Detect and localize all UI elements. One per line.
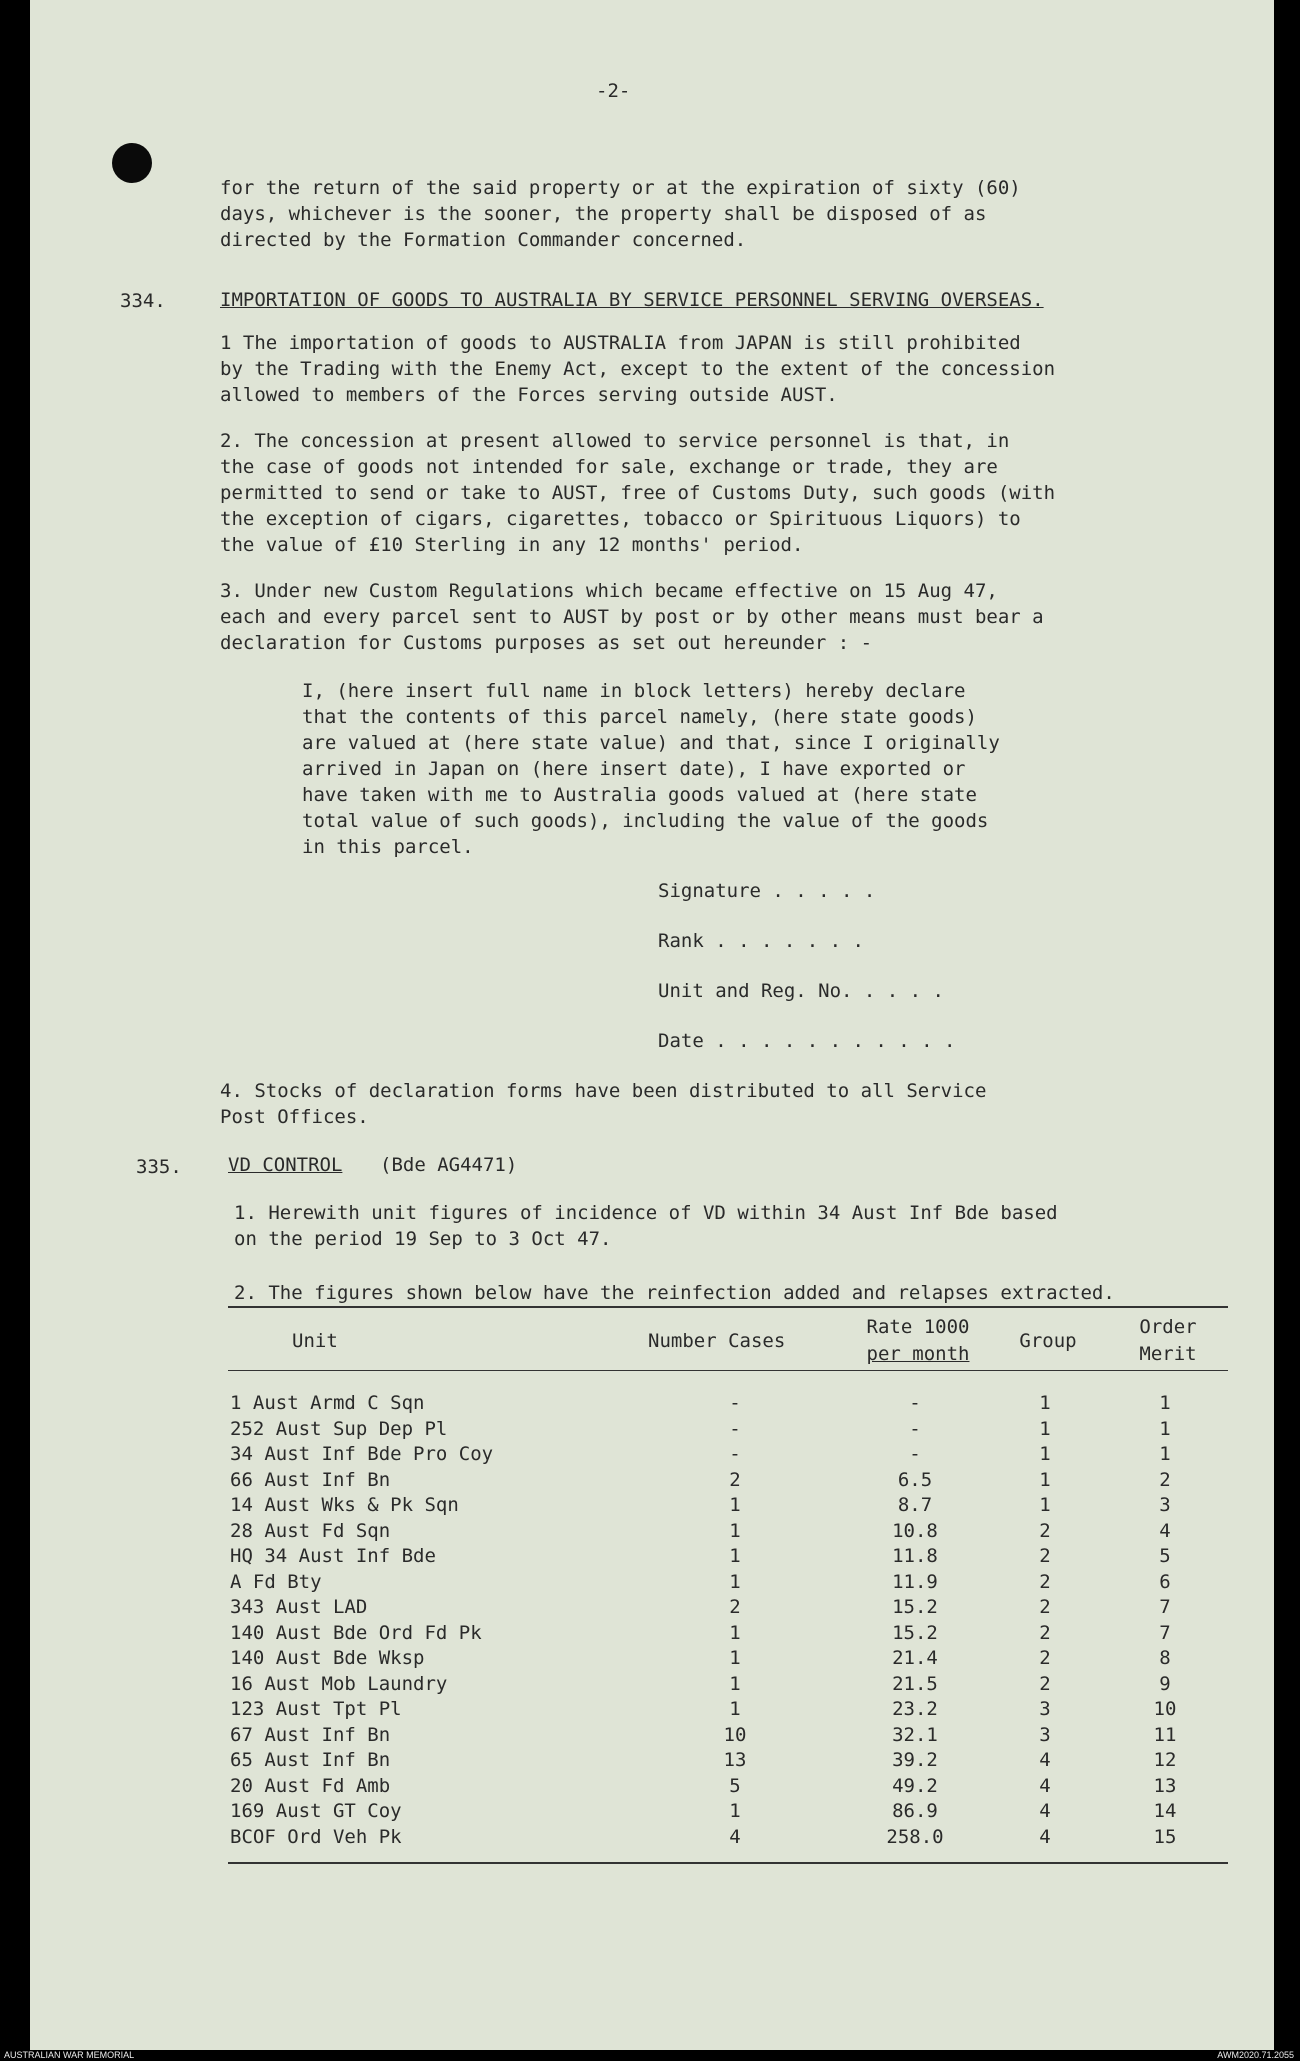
text-line: allowed to members of the Forces serving outside AUST.: [220, 384, 838, 406]
text-line: have taken with me to Australia goods valued at (here state: [302, 784, 977, 806]
cell-cases: 10: [723, 1723, 747, 1746]
cell-cases: 4: [729, 1825, 741, 1848]
cell-unit: 16 Aust Mob Laundry: [230, 1672, 448, 1695]
text-line: the case of goods not intended for sale, exchange or trade, they are: [220, 456, 998, 478]
col-header-rate-sub: per month: [866, 1343, 970, 1365]
table-row: [30, 1749, 1274, 1775]
table-row: [30, 1520, 1274, 1546]
cell-group: 4: [1039, 1774, 1051, 1797]
cell-group: 1: [1039, 1443, 1051, 1465]
cell-rate: 11.8: [892, 1545, 938, 1567]
table-bottom-rule: [228, 1862, 1228, 1864]
cell-cases: 1: [729, 1698, 741, 1720]
table-row: [30, 1418, 1274, 1444]
cell-rate: 49.2: [892, 1774, 938, 1797]
footer-bar: [0, 2050, 1300, 2061]
cell-group: 2: [1039, 1596, 1051, 1618]
section-reference: (Bde AG4471): [380, 1154, 518, 1176]
section-heading: VD CONTROL: [228, 1154, 343, 1176]
cell-merit: 1: [1159, 1443, 1171, 1465]
text-line: 1. Herewith unit figures of incidence of VD within 34 Aust Inf Bde based: [234, 1202, 1058, 1224]
cell-merit: 1: [1159, 1392, 1171, 1414]
cell-unit: 140 Aust Bde Wksp: [230, 1647, 425, 1669]
cell-rate: 86.9: [892, 1800, 938, 1822]
cell-merit: 4: [1159, 1519, 1171, 1542]
cell-cases: -: [729, 1417, 741, 1440]
table-row: [30, 1673, 1274, 1699]
text-line: permitted to send or take to AUST, free of Customs Duty, such goods (with: [220, 482, 1056, 504]
cell-unit: 20 Aust Fd Amb: [230, 1774, 391, 1797]
cell-group: 1: [1039, 1468, 1051, 1491]
cell-group: 3: [1039, 1723, 1051, 1746]
cell-unit: 66 Aust Inf Bn: [230, 1468, 391, 1491]
text-line: Post Offices.: [220, 1106, 369, 1128]
paragraph-4: [220, 1078, 986, 1130]
table-row: [30, 1494, 1274, 1520]
table-row: [30, 1826, 1274, 1852]
cell-group: 2: [1039, 1647, 1051, 1669]
cell-merit: 8: [1159, 1647, 1171, 1669]
text-line: I, (here insert full name in block letters) hereby declare: [302, 680, 966, 702]
cell-unit: 169 Aust GT Coy: [230, 1800, 402, 1822]
cell-merit: 12: [1153, 1749, 1177, 1771]
col-header-merit: Order: [1139, 1316, 1197, 1338]
rank-field: Rank . . . . . . .: [658, 930, 864, 952]
cell-rate: 8.7: [897, 1494, 933, 1516]
text-line: arrived in Japan on (here insert date), I have exported or: [302, 758, 966, 780]
text-line: declaration for Customs purposes as set out hereunder : -: [220, 632, 873, 654]
table-row: [30, 1775, 1274, 1801]
cell-rate: 11.9: [892, 1570, 938, 1593]
cell-group: 1: [1039, 1417, 1051, 1440]
cell-group: 3: [1039, 1698, 1051, 1720]
cell-unit: 123 Aust Tpt Pl: [230, 1698, 402, 1720]
cell-group: 2: [1039, 1545, 1051, 1567]
cell-unit: 65 Aust Inf Bn: [230, 1749, 391, 1771]
footer-accession: AWM2020.71.2055: [1217, 2050, 1294, 2060]
cell-merit: 10: [1153, 1698, 1177, 1720]
cell-rate: 21.5: [892, 1672, 938, 1695]
col-header-group: Group: [1019, 1330, 1077, 1352]
cell-group: 2: [1039, 1621, 1051, 1644]
signature-field: Signature . . . . .: [658, 880, 876, 902]
col-header-merit-sub: Merit: [1139, 1343, 1197, 1365]
col-header-unit: Unit: [292, 1330, 338, 1352]
continuation-paragraph: [220, 175, 1021, 253]
cell-unit: 252 Aust Sup Dep Pl: [230, 1417, 448, 1440]
text-line: the exception of cigars, cigarettes, tobacco or Spirituous Liquors) to: [220, 508, 1021, 530]
document-page: [30, 0, 1274, 2050]
cell-cases: -: [729, 1392, 741, 1414]
cell-rate: 21.4: [892, 1647, 938, 1669]
text-line: total value of such goods), including the value of the goods: [302, 810, 989, 832]
paragraph-3: [220, 578, 1044, 656]
cell-group: 4: [1039, 1749, 1051, 1771]
cell-rate: 15.2: [892, 1596, 938, 1618]
cell-unit: 14 Aust Wks & Pk Sqn: [230, 1494, 459, 1516]
paragraph-1: [220, 330, 1055, 408]
cell-unit: 34 Aust Inf Bde Pro Coy: [230, 1443, 494, 1465]
cell-cases: 1: [729, 1672, 741, 1695]
cell-cases: 1: [729, 1545, 741, 1567]
text-line: days, whichever is the sooner, the property shall be disposed of as: [220, 203, 987, 225]
cell-cases: 1: [729, 1621, 741, 1644]
cell-group: 1: [1039, 1494, 1051, 1516]
text-line: the value of £10 Sterling in any 12 months' period.: [220, 534, 804, 556]
cell-group: 4: [1039, 1800, 1051, 1822]
paragraph-2: [220, 428, 1055, 558]
cell-rate: 6.5: [897, 1468, 933, 1491]
page-number: -2-: [596, 80, 631, 102]
cell-cases: -: [729, 1443, 741, 1465]
cell-merit: 6: [1159, 1570, 1171, 1593]
text-line: in this parcel.: [302, 836, 474, 858]
cell-cases: 1: [729, 1570, 741, 1593]
table-header-rule: [228, 1370, 1228, 1371]
cell-cases: 2: [729, 1468, 741, 1491]
paragraph-2: 2. The figures shown below have the reinfection added and relapses extracted.: [234, 1282, 1115, 1304]
section-number: 334.: [120, 290, 166, 312]
cell-cases: 13: [723, 1749, 747, 1771]
cell-rate: 23.2: [892, 1698, 938, 1720]
text-line: 1 The importation of goods to AUSTRALIA from JAPAN is still prohibited: [220, 332, 1021, 354]
table-row: [30, 1545, 1274, 1571]
table-row: [30, 1698, 1274, 1724]
cell-unit: BCOF Ord Veh Pk: [230, 1825, 402, 1848]
table-row: [30, 1800, 1274, 1826]
cell-rate: -: [909, 1443, 921, 1465]
text-line: directed by the Formation Commander concerned.: [220, 229, 747, 251]
table-row: [30, 1571, 1274, 1597]
table-row: [30, 1596, 1274, 1622]
paragraph-1: [234, 1200, 1058, 1252]
cell-rate: 32.1: [892, 1723, 938, 1746]
text-line: are valued at (here state value) and that, since I originally: [302, 732, 1000, 754]
cell-rate: -: [909, 1392, 921, 1414]
punch-hole: [112, 143, 152, 183]
footer-credit: AUSTRALIAN WAR MEMORIAL: [4, 2050, 135, 2060]
cell-unit: HQ 34 Aust Inf Bde: [230, 1545, 436, 1567]
col-header-rate: Rate 1000: [866, 1316, 970, 1338]
cell-merit: 9: [1159, 1672, 1171, 1695]
cell-rate: 258.0: [886, 1825, 944, 1848]
cell-unit: 140 Aust Bde Ord Fd Pk: [230, 1621, 482, 1644]
cell-rate: 39.2: [892, 1749, 938, 1771]
cell-unit: 28 Aust Fd Sqn: [230, 1519, 391, 1542]
section-number: 335.: [136, 1156, 182, 1178]
cell-group: 2: [1039, 1519, 1051, 1542]
table-top-rule: [228, 1306, 1228, 1308]
text-line: 3. Under new Custom Regulations which became effective on 15 Aug 47,: [220, 580, 998, 602]
cell-merit: 1: [1159, 1417, 1171, 1440]
cell-merit: 3: [1159, 1494, 1171, 1516]
cell-merit: 7: [1159, 1621, 1171, 1644]
cell-rate: -: [909, 1417, 921, 1440]
text-line: 4. Stocks of declaration forms have been distributed to all Service: [220, 1080, 987, 1102]
text-line: by the Trading with the Enemy Act, except to the extent of the concession: [220, 358, 1056, 380]
cell-cases: 2: [729, 1596, 741, 1618]
cell-merit: 7: [1159, 1596, 1171, 1618]
cell-cases: 1: [729, 1519, 741, 1542]
cell-cases: 1: [729, 1647, 741, 1669]
cell-unit: 67 Aust Inf Bn: [230, 1723, 391, 1746]
text-line: on the period 19 Sep to 3 Oct 47.: [234, 1228, 612, 1250]
cell-merit: 14: [1153, 1800, 1177, 1822]
col-header-cases: Number Cases: [648, 1330, 786, 1352]
cell-unit: 343 Aust LAD: [230, 1596, 368, 1618]
cell-cases: 1: [729, 1494, 741, 1516]
cell-merit: 11: [1153, 1723, 1177, 1746]
cell-group: 2: [1039, 1672, 1051, 1695]
cell-cases: 1: [729, 1800, 741, 1822]
date-field: Date . . . . . . . . . . .: [658, 1030, 956, 1052]
text-line: for the return of the said property or at the expiration of sixty (60): [220, 177, 1021, 199]
text-line: that the contents of this parcel namely, (here state goods): [302, 706, 977, 728]
cell-merit: 5: [1159, 1545, 1171, 1567]
table-row: [30, 1724, 1274, 1750]
table-row: [30, 1469, 1274, 1495]
table-row: [30, 1392, 1274, 1418]
cell-unit: A Fd Bty: [230, 1570, 322, 1593]
cell-rate: 10.8: [892, 1519, 938, 1542]
cell-group: 1: [1039, 1392, 1051, 1414]
cell-merit: 2: [1159, 1468, 1171, 1491]
cell-group: 2: [1039, 1570, 1051, 1593]
section-heading: IMPORTATION OF GOODS TO AUSTRALIA BY SERVICE PERSONNEL SERVING OVERSEAS.: [220, 289, 1044, 311]
table-row: [30, 1443, 1274, 1469]
text-line: 2. The concession at present allowed to service personnel is that, in: [220, 430, 1010, 452]
declaration-text: [302, 678, 1000, 860]
cell-cases: 5: [729, 1774, 741, 1797]
unit-reg-field: Unit and Reg. No. . . . .: [658, 980, 944, 1002]
text-line: each and every parcel sent to AUST by post or by other means must bear a: [220, 606, 1044, 628]
table-row: [30, 1622, 1274, 1648]
cell-merit: 15: [1153, 1825, 1177, 1848]
table-row: [30, 1647, 1274, 1673]
cell-group: 4: [1039, 1825, 1051, 1848]
cell-merit: 13: [1153, 1774, 1177, 1797]
cell-unit: 1 Aust Armd C Sqn: [230, 1392, 425, 1414]
cell-rate: 15.2: [892, 1621, 938, 1644]
